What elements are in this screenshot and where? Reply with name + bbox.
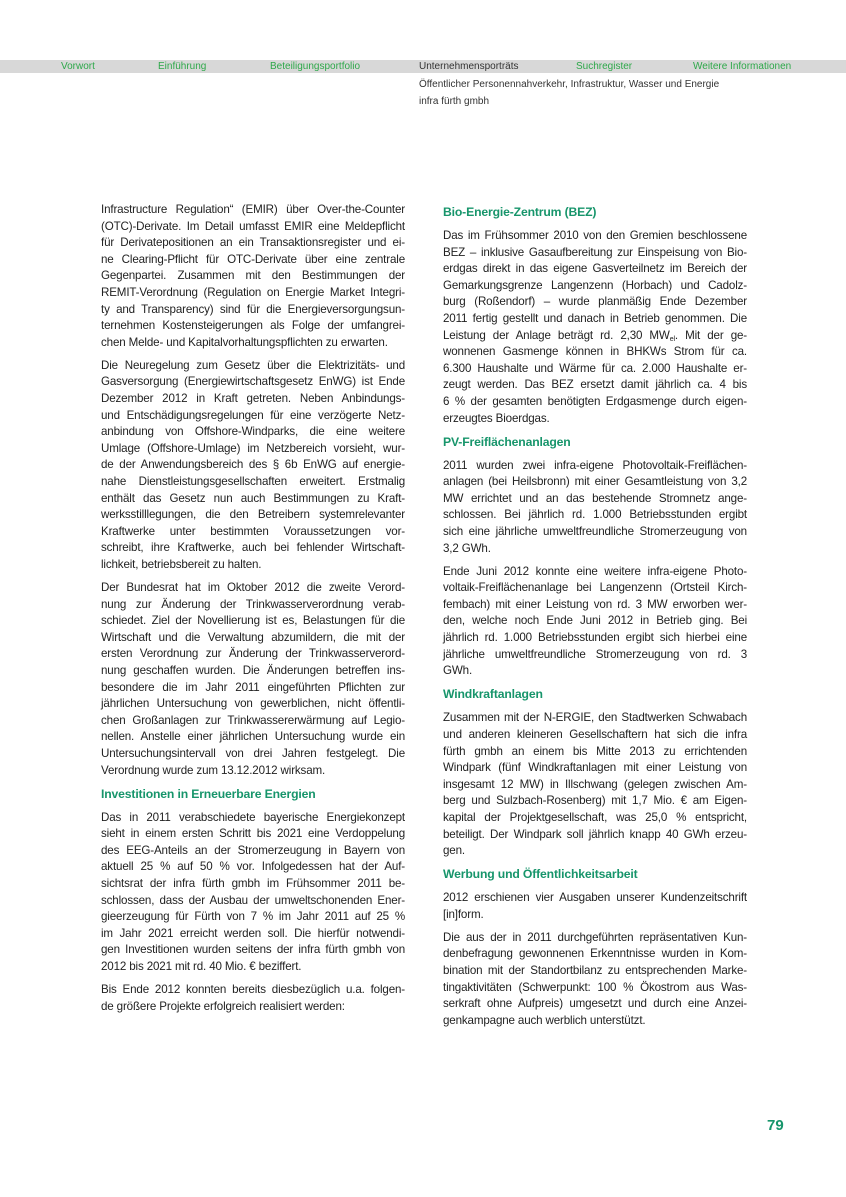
nav-suchregister[interactable]: Suchregister bbox=[576, 61, 633, 72]
text-line: gen. bbox=[443, 844, 465, 858]
text-line: berg und Sulzbach-Rosenberg) mit 1,7 Mio. € am Eigen- bbox=[443, 794, 747, 808]
text-line: schreibt, ihre Kraftwerke, auch bei fehlender Wirtschaft- bbox=[101, 541, 405, 555]
text-line: Gemarkungsgrenze Langenzenn (Horbach) und Cadolz- bbox=[443, 278, 747, 292]
text-line: BEZ – inklusive Gasaufbereitung zur Einspeisung von Bio- bbox=[443, 245, 747, 259]
text-line: 2011 wurden zwei infra-eigene Photovoltaik-Freiflächen- bbox=[443, 458, 747, 472]
text-line: 6 % der gesamten benötigten Erdgasmenge durch eigen- bbox=[443, 394, 747, 408]
text-line: kapital der Projektgesellschaft, was 25,0 % entspricht, bbox=[443, 810, 747, 824]
text-line: Das im Frühsommer 2010 von den Gremien beschlossene bbox=[443, 229, 747, 242]
text-line: (OTC)-Derivate. Im Detail umfasst EMIR eine Meldepflicht bbox=[101, 219, 405, 233]
text-line: gieerzeugung für Fürth von 7 % im Jahr 2011 auf 25 % bbox=[101, 910, 405, 924]
text-line: Untersuchungsintervall von drei Jahren festgelegt. Die bbox=[101, 747, 405, 760]
text-line: anlagen (bei Heilsbronn) mit einer Gesamtleistung von 3,2 bbox=[443, 475, 747, 489]
text-line: sieht in einem ersten Schritt bis 2021 eine Verdoppelung bbox=[101, 827, 405, 841]
text-line: für Derivatepositionen an ein Transaktionsregister und ei- bbox=[101, 236, 405, 250]
section-heading: PV-Freiflächenanlagen bbox=[443, 434, 571, 449]
text-line: Zusammen mit der N-ERGIE, den Stadtwerken Schwabach bbox=[443, 711, 747, 725]
text-line: Wirtschaft und die Verwaltung abzumildern, die mit der bbox=[101, 630, 405, 644]
breadcrumb-company: infra fürth gmbh bbox=[419, 96, 490, 107]
text-line: 2012 bis 2021 mit rd. 40 Mio. € beziffert. bbox=[101, 960, 302, 974]
paragraph bbox=[101, 358, 405, 574]
text-line: 6.300 Haushalte und Wärme für ca. 2.000 Haushalte er- bbox=[443, 361, 747, 375]
nav-einfuehrung[interactable]: Einführung bbox=[158, 61, 207, 72]
text-line: Umlage (Offshore-Umlage) im Netzbereich vorsieht, wur- bbox=[101, 441, 405, 455]
text-line: 3,2 GWh. bbox=[443, 541, 491, 555]
text-line: wonnenen Gasmenge können in BHKWs Strom für ca. bbox=[443, 345, 747, 359]
text-line: jährlich rd. 1.000 Betriebsstunden ergibt sich hierbei eine bbox=[443, 631, 747, 645]
text-line: Bis Ende 2012 konnten bereits diesbezüglich u.a. folgen- bbox=[101, 983, 405, 997]
text-line: aktuell 25 % auf 50 % vor. Infolgedessen hat der Auf- bbox=[101, 860, 405, 874]
text-line: Das in 2011 verabschiedete bayerische Energiekonzept bbox=[101, 810, 405, 824]
text-line: GWh. bbox=[443, 664, 473, 678]
paragraph bbox=[101, 982, 405, 1015]
text-line: schlossen. Bei jährlich rd. 1.000 Betriebsstunden ergibt bbox=[443, 508, 747, 522]
paragraph bbox=[443, 564, 747, 680]
text-line: gen Investitionen wurden seitens der infra fürth gmbh von bbox=[101, 943, 405, 957]
text-line: nellen. Anstelle einer jährlichen Untersuchung wurde ein bbox=[101, 730, 405, 744]
text-line: 2011 fertig gestellt und danach in Betrieb genommen. Die bbox=[443, 311, 747, 325]
section-heading: Bio-Energie-Zentrum (BEZ) bbox=[443, 205, 597, 219]
text-line: den, welche noch Ende Juni 2012 in Betrieb ging. Bei bbox=[443, 614, 747, 628]
text-line: enthält das Gesetz nun auch Bestimmungen zu Kraft- bbox=[101, 491, 405, 505]
section-heading: Werbung und Öffentlichkeitsarbeit bbox=[443, 867, 638, 882]
text-line: besondere die im Jahr 2011 eingeführten Pflichten zur bbox=[101, 680, 405, 694]
text-line: lichkeit, betriebsbereit zu halten. bbox=[101, 557, 262, 571]
text-line: tingaktivitäten (Schwerpunkt: 100 % Ökostrom aus Was- bbox=[443, 980, 747, 994]
text-line: werksstilllegungen, die den Betreibern systemrelevanter bbox=[101, 508, 405, 522]
paragraph bbox=[101, 202, 405, 351]
text-line: genkampagne auch werblich unterstützt. bbox=[443, 1013, 646, 1027]
text-line: Infrastructure Regulation“ (EMIR) über Over-the-Counter bbox=[101, 203, 405, 216]
text-line: ne Clearing-Pflicht für OTC-Derivate über eine zentrale bbox=[101, 252, 405, 266]
text-line: chen Melde- und Kapitalvorhaltungspflichten zu erwarten. bbox=[101, 335, 388, 349]
right-text-column bbox=[443, 202, 747, 1036]
text-line: im Jahr 2021 erreicht werden soll. Die hierfür notwendi- bbox=[101, 926, 405, 940]
nav-beteiligungsportfolio[interactable]: Beteiligungsportfolio bbox=[270, 61, 361, 72]
text-line: insgesamt 12 MW) in Illschwang (gelegen zwischen Am- bbox=[443, 777, 747, 791]
text-line: schiedet. Ziel der Novellierung ist es, Belastungen für die bbox=[101, 614, 405, 628]
text-line: serkraft ohne Aufpreis) umgesetzt und durch eine Anzei- bbox=[443, 997, 747, 1011]
text-line: fembach) mit einer Leistung von rd. 3 MW erworben wer- bbox=[443, 597, 747, 611]
text-line: Windpark (fünf Windkraftanlagen mit einer Leistung von bbox=[443, 761, 747, 775]
paragraph bbox=[443, 710, 747, 859]
text-line: voltaik-Freiflächenanlage bei Langenzenn (Ortsteil Kirch- bbox=[443, 581, 747, 595]
text-line: Gasversorgung (Energiewirtschaftsgesetz EnWG) ist Ende bbox=[101, 375, 405, 389]
text-line: ersten Verordnung zur Änderung der Trinkwasserverord- bbox=[101, 647, 405, 661]
text-line: [in]form. bbox=[443, 907, 484, 921]
text-line: jährliche umweltfreundliche Stromerzeugung von rd. 3 bbox=[443, 647, 747, 661]
text-line: Dezember 2012 in Kraft getreten. Neben Anbindungs- bbox=[101, 392, 405, 406]
text-line: Verordnung wurde zum 13.12.2012 wirksam. bbox=[101, 763, 326, 777]
text-line: bination mit der Standortbilanz zu entsprechenden Marke- bbox=[443, 964, 747, 978]
text-line: ty and Transparency) sind für die Energieversorgungsun- bbox=[101, 302, 405, 316]
text-line: Der Bundesrat hat im Oktober 2012 die zweite Verord- bbox=[101, 581, 405, 595]
text-line: chen Großanlagen zur Trinkwassererwärmung auf Legio- bbox=[101, 713, 405, 727]
text-line: nung zur Änderung der Trinkwasserverordnung verab- bbox=[101, 597, 405, 611]
nav-weitere-informationen[interactable]: Weitere Informationen bbox=[693, 61, 792, 72]
nav-unternehmensportraets[interactable]: Unternehmensporträts bbox=[419, 61, 519, 72]
text-line: burg (Roßendorf) – wurde planmäßig Ende Dezember bbox=[443, 295, 747, 309]
text-line: de größere Projekte erfolgreich realisiert werden: bbox=[101, 999, 345, 1013]
section-heading: Investitionen in Erneuerbare Energien bbox=[101, 786, 316, 801]
text-line: und anderen kleineren Gesellschaftern hat sich die infra bbox=[443, 727, 747, 741]
text-line: denbefragung gewonnenen Erkenntnisse wurden in Kom- bbox=[443, 947, 747, 961]
text-line: jährlichen Untersuchung von gewerblichen, nicht öffentli- bbox=[101, 697, 405, 711]
text-line: sich eine jährliche umweltfreundliche Stromerzeugung von bbox=[443, 525, 747, 538]
text-line: Leistung der Anlage beträgt rd. 2,30 $MW_{el}$. Mit der ge- bbox=[443, 328, 747, 343]
text-line: Die aus der in 2011 durchgeführten repräsentativen Kun- bbox=[443, 930, 747, 944]
text-line: anbindung von Offshore-Windparks, die eine weitere bbox=[101, 425, 405, 439]
page-number: 79 bbox=[767, 1117, 784, 1134]
text-line: MW errichtet und an das bestehende Stromnetz ange- bbox=[443, 491, 747, 505]
text-line: Ende Juni 2012 konnte eine weitere infra-eigene Photo- bbox=[443, 564, 747, 578]
nav-vorwort[interactable]: Vorwort bbox=[61, 61, 95, 72]
section-heading: Windkraftanlagen bbox=[443, 687, 543, 702]
text-line: erdgas direkt in das eigene Gasverteilnetz im Bereich der bbox=[443, 262, 747, 276]
paragraph bbox=[443, 890, 747, 923]
text-line: 2012 erschienen vier Ausgaben unserer Kundenzeitschrift bbox=[443, 891, 747, 905]
text-line: Gegenpartei. Zusammen mit den Bestimmungen der bbox=[101, 269, 405, 283]
text-line: nahe Dienstleistungsgesellschaften erweitert. Erstmalig bbox=[101, 475, 405, 488]
text-line: schlossen, dass der Ausbau der umweltschonenden Ener- bbox=[101, 893, 405, 907]
text-line: fürth gmbh an einem bis Mitte 2013 zu errichtenden bbox=[443, 744, 747, 758]
text-line: und Entschädigungsregelungen für eine verzögerte Netz- bbox=[101, 408, 405, 422]
text-line: beteiligt. Der Windpark soll jährlich knapp 40 GWh erzeu- bbox=[443, 827, 747, 841]
left-text-column bbox=[101, 202, 405, 1022]
text-line: de der Anwendungsbereich des § 6b EnWG auf energie- bbox=[101, 458, 405, 472]
text-line: des EEG-Anteils an der Stromerzeugung in Bayern von bbox=[101, 843, 405, 857]
paragraph bbox=[101, 580, 405, 779]
text-line: sichtsrat der infra fürth gmbh im Frühsommer 2011 be- bbox=[101, 877, 405, 891]
text-line: ternehmen Kostensteigerungen als Folge der umfangrei- bbox=[101, 319, 405, 333]
text-line: zeugt werden. Das BEZ ersetzt damit jährlich ca. 4 bis bbox=[443, 378, 747, 392]
section-navigation-bar bbox=[0, 60, 846, 73]
paragraph bbox=[101, 810, 405, 976]
text-line: REMIT-Verordnung (Regulation on Energie Market Integri- bbox=[101, 285, 405, 299]
breadcrumb-section: Öffentlicher Personennahverkehr, Infrastruktur, Wasser und Energie bbox=[419, 79, 720, 90]
paragraph bbox=[443, 228, 747, 427]
text-line: erzeugtes Bioerdgas. bbox=[443, 411, 550, 425]
paragraph bbox=[443, 458, 747, 558]
text-line: Die Neuregelung zum Gesetz über die Elektrizitäts- und bbox=[101, 358, 405, 372]
paragraph bbox=[443, 930, 747, 1030]
text-line: nung geschaffen wurden. Die Änderungen betreffen ins- bbox=[101, 664, 405, 678]
text-line: Kraftwerke unter bestimmten Voraussetzungen vor- bbox=[101, 524, 405, 538]
